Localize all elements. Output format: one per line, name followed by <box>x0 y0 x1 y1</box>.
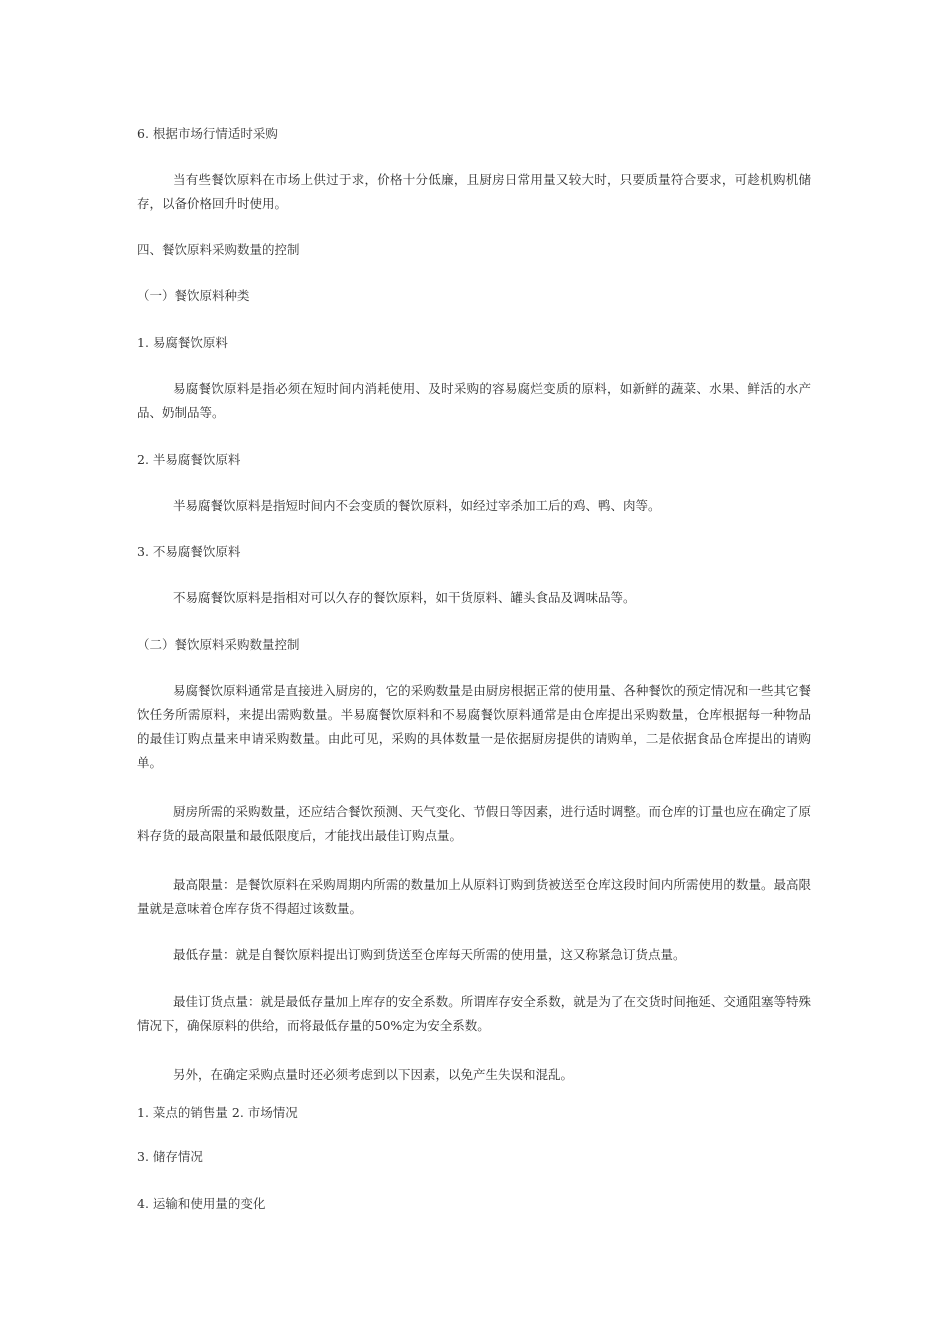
paragraph-best: 最佳订货点量：就是最低存量加上库存的安全系数。所谓库存安全系数，就是为了在交货时间拖延、交通阻塞等特殊情况下，确保原料的供给，而将最低存量的50%定为安全系数。 <box>137 994 811 1033</box>
paragraph-control-1: 易腐餐饮原料通常是直接进入厨房的，它的采购数量是由厨房根据正常的使用量、各种餐饮的预定情况和一些其它餐饮任务所需原料，来提出需购数量。半易腐餐饮原料和不易腐餐饮原料通常是由仓库提出采购数量，仓库根据每一种物品的最佳订购点量来申请采购数量。由此可见，采购的具体数量一是依据厨房提供的请购单，二是依据食品仓库提出的请购单。 <box>137 683 811 770</box>
paragraph-control-2: 厨房所需的采购数量，还应结合餐饮预测、天气变化、节假日等因素，进行适时调整。而仓库的订量也应在确定了原料存货的最高限量和最低限度后，才能找出最佳订购点量。 <box>137 804 811 843</box>
item-3-text: 不易腐餐饮原料是指相对可以久存的餐饮原料，如干货原料、罐头食品及调味品等。 <box>173 590 636 605</box>
item-3-title: 3. 不易腐餐饮原料 <box>137 544 241 559</box>
paragraph-max: 最高限量：是餐饮原料在采购周期内所需的数量加上从原料订购到货被送至仓库这段时间内所需使用的数量。最高限量就是意味着仓库存货不得超过该数量。 <box>137 877 811 916</box>
paragraph-6: 当有些餐饮原料在市场上供过于求，价格十分低廉，且厨房日常用量又较大时，只要质量符合要求，可趁机购机储存，以备价格回升时使用。 <box>137 172 811 211</box>
item-1-title: 1. 易腐餐饮原料 <box>137 335 228 350</box>
factor-1-2: 1. 菜点的销售量 2. 市场情况 <box>137 1105 298 1120</box>
item-2-text: 半易腐餐饮原料是指短时间内不会变质的餐饮原料，如经过宰杀加工后的鸡、鸭、肉等。 <box>173 498 661 513</box>
section-4-title: 四、餐饮原料采购数量的控制 <box>137 242 300 257</box>
subsection-1-title: （一）餐饮原料种类 <box>137 288 250 303</box>
subsection-2-title: （二）餐饮原料采购数量控制 <box>137 637 300 652</box>
heading-6: 6. 根据市场行情适时采购 <box>137 126 278 141</box>
factor-4: 4. 运输和使用量的变化 <box>137 1196 266 1211</box>
paragraph-min: 最低存量：就是自餐饮原料提出订购到货送至仓库每天所需的使用量，这又称紧急订货点量。 <box>173 947 686 962</box>
item-2-title: 2. 半易腐餐饮原料 <box>137 452 241 467</box>
paragraph-also: 另外，在确定采购点量时还必须考虑到以下因素，以免产生失误和混乱。 <box>173 1067 574 1082</box>
item-1-text: 易腐餐饮原料是指必须在短时间内消耗使用、及时采购的容易腐烂变质的原料，如新鲜的蔬菜、水果、鲜活的水产品、奶制品等。 <box>137 381 811 420</box>
factor-3: 3. 储存情况 <box>137 1149 203 1164</box>
